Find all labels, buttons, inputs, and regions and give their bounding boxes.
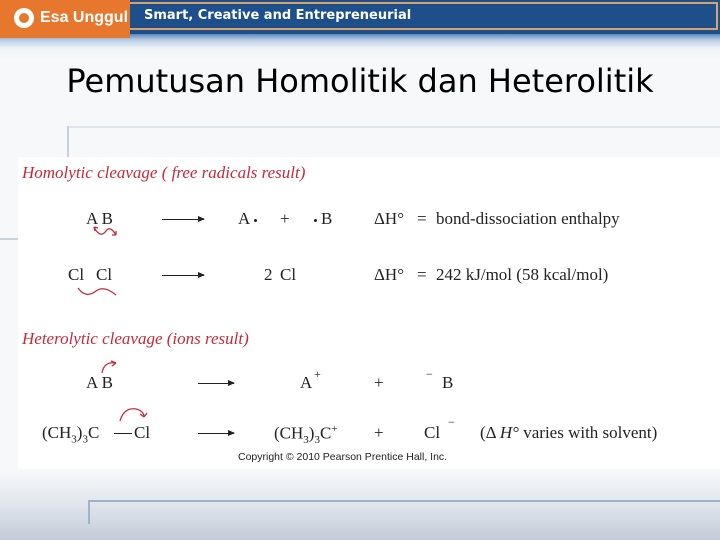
row1-product-b: B bbox=[321, 209, 333, 228]
row4-note-open: (Δ bbox=[480, 423, 496, 442]
row2-dh-label: ΔH° bbox=[374, 265, 405, 284]
row2-reactant-left: Cl bbox=[68, 265, 85, 284]
row4-note-rest: varies with solvent) bbox=[523, 423, 658, 442]
row4-plus: + bbox=[374, 423, 384, 442]
row4-subscript: 3 bbox=[71, 433, 77, 446]
row1-product-a: A bbox=[238, 209, 251, 228]
row4-subscript: 3 bbox=[303, 434, 309, 447]
homolytic-heading: Homolytic cleavage ( free radicals result) bbox=[22, 163, 306, 182]
radical-dot bbox=[314, 219, 317, 222]
row2-product: Cl bbox=[280, 265, 297, 284]
row1-dh-label: ΔH° bbox=[374, 209, 405, 228]
bond-line bbox=[114, 433, 132, 434]
row2-reactant-right: Cl bbox=[96, 265, 113, 284]
row4-anion-charge: − bbox=[448, 415, 455, 429]
row1-reactant: A B bbox=[86, 209, 113, 228]
row3-anion-charge: − bbox=[426, 367, 433, 381]
row1-equals: = bbox=[417, 209, 427, 228]
row4-reactant-chlorine: Cl bbox=[134, 423, 151, 442]
radical-dot bbox=[254, 219, 257, 222]
row4-subscript: 3 bbox=[82, 433, 88, 446]
row4-reactant-mid: ) bbox=[76, 423, 83, 442]
row4-product bbox=[274, 423, 338, 446]
row4-note bbox=[480, 423, 657, 443]
row3-plus: + bbox=[374, 373, 384, 392]
row4-subscript: 3 bbox=[314, 434, 320, 447]
row1-plus: + bbox=[280, 209, 290, 228]
header-tagline: Smart, Creative and Entrepreneurial bbox=[144, 8, 412, 23]
slide-title: Pemutusan Homolitik dan Heterolitik bbox=[66, 62, 654, 100]
curved-arrow-icon bbox=[74, 285, 120, 301]
footer-frame-line bbox=[88, 500, 720, 524]
reaction-arrow bbox=[162, 275, 204, 276]
row4-cation-charge: + bbox=[331, 423, 338, 435]
row4-product-carbon: C bbox=[319, 423, 332, 443]
decorative-line bbox=[0, 238, 20, 240]
row4-reactant-left: (CH bbox=[42, 423, 72, 442]
cleavage-figure bbox=[18, 157, 720, 469]
footer-decoration bbox=[0, 500, 720, 540]
row2-coefficient: 2 bbox=[264, 265, 273, 284]
figure-copyright: Copyright © 2010 Pearson Prentice Hall, Inc. bbox=[238, 451, 448, 463]
logo-text: Esa Unggul bbox=[40, 9, 129, 26]
row3-cation-charge: + bbox=[314, 367, 321, 381]
row4-product-mid: ) bbox=[308, 423, 315, 443]
row3-product-b: B bbox=[442, 373, 454, 392]
row4-product-chloride: Cl bbox=[424, 423, 441, 442]
curved-arrow-icon bbox=[90, 223, 120, 241]
row4-reactant bbox=[42, 423, 99, 445]
university-logo bbox=[0, 0, 130, 38]
row3-product-a: A bbox=[300, 373, 313, 392]
curved-arrow-icon bbox=[98, 359, 122, 375]
row2-dh-value: 242 kJ/mol (58 kcal/mol) bbox=[436, 265, 609, 284]
curved-arrow-icon bbox=[116, 405, 150, 423]
reaction-arrow bbox=[198, 383, 234, 384]
row4-note-h: H° bbox=[499, 423, 519, 442]
row4-product-left: (CH bbox=[274, 423, 304, 443]
row4-reactant-carbon: C bbox=[87, 423, 100, 442]
row2-equals: = bbox=[417, 265, 427, 284]
heterolytic-heading: Heterolytic cleavage (ions result) bbox=[22, 329, 249, 348]
row3-reactant: A B bbox=[86, 373, 113, 392]
logo-emblem-icon bbox=[14, 8, 34, 28]
decorative-line bbox=[67, 126, 720, 128]
row1-dh-value: bond-dissociation enthalpy bbox=[436, 209, 620, 228]
reaction-arrow bbox=[198, 433, 234, 434]
reaction-arrow bbox=[162, 219, 204, 220]
